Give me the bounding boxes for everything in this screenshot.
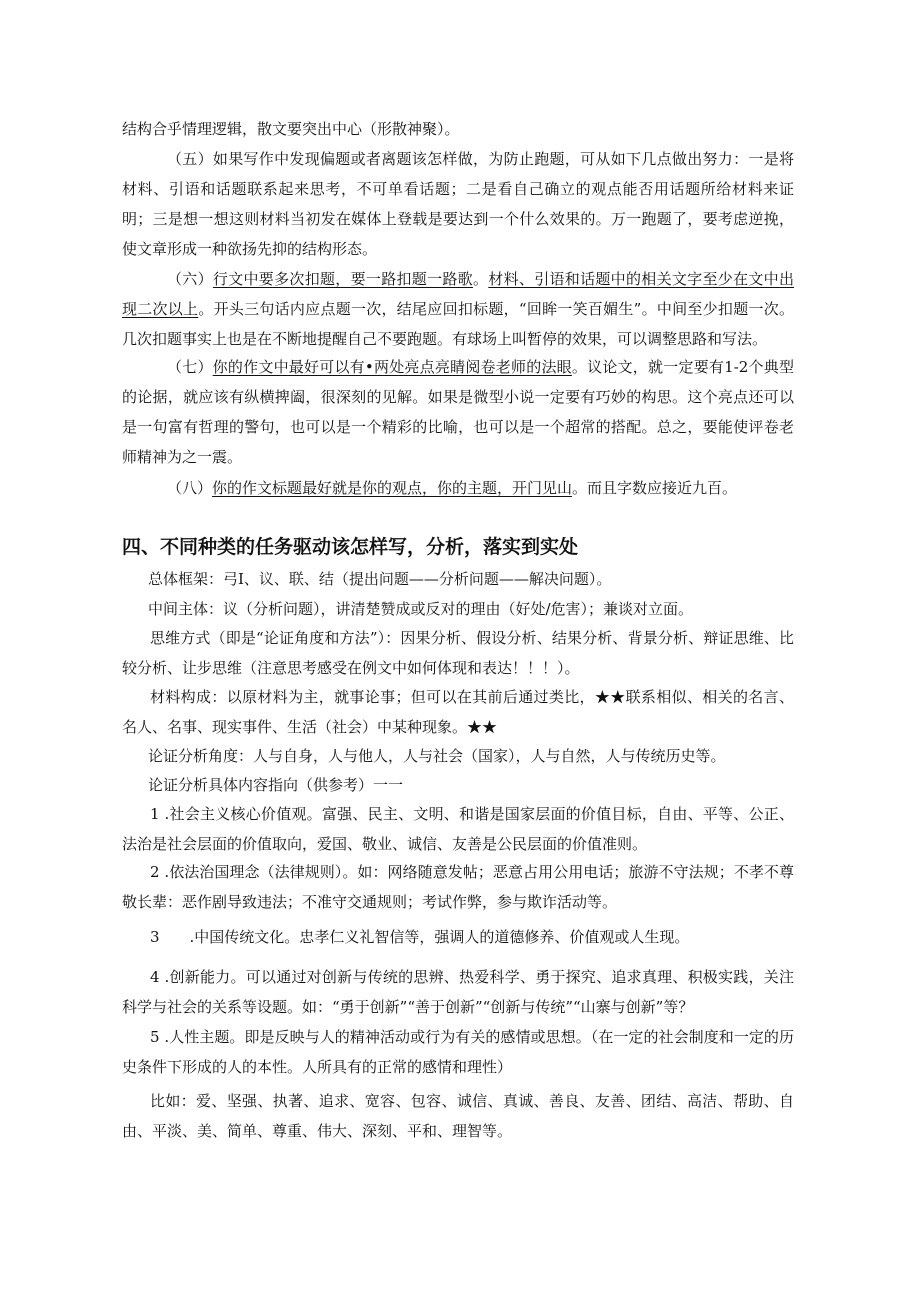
item-5-paragraph: （五）如果写作中发现偏题或者离题该怎样做，为防止跑题，可从如下几点做出努力：一是将材料、引语和话题联系起来思考，不可单看话题；二是看自己确立的观点能否用话题所给材料来证明；三是想一想这则材料当初发在媒体上登载是要达到一个什么效果的。万一跑题了，要考虑逆挽，使文章形成一种欲扬先抑的结构形态。	[122, 150, 794, 258]
examples-paragraph: 比如：爱、坚强、执著、追求、宽容、包容、诚信、真诚、善良、友善、团结、高洁、帮助、自由、平淡、美、简单、尊重、伟大、深刻、平和、理智等。	[122, 1092, 794, 1140]
item-8-underlined: 你的作文标题最好就是你的观点，你的主题，开门见山	[212, 479, 573, 497]
item-7-prefix: （七）	[167, 358, 213, 376]
item-6-rest: 。开头三句话内应点题一次，结尾应回扣标题，“回眸一笑百媚生”。中间至少扣题一次。几次扣题事实上也是在不断地提醒自己不要跑题。有球场上叫暂停的效果，可以调整思路和写法。	[122, 300, 794, 348]
material-paragraph: 材料构成：以原材料为主，就事论事；但可以在其前后通过类比，★★联系相似、相关的名言、名人、名事、现实事件、生活（社会）中某种现象。★★	[122, 688, 794, 736]
item-6-underlined-2: 材料、引语和话题中的相关文字至少在文中出现二次以上	[122, 270, 794, 318]
thinking-paragraph: 思维方式（即是“论证角度和方法”）：因果分析、假设分析、结果分析、背景分析、辩证思维、比较分析、让步思维（注意思考感受在例文中如何体现和表达！！！）。	[122, 629, 794, 677]
intro-line: 结构合乎情理逻辑，散文要突出中心（形散神聚）。	[122, 120, 460, 138]
point-4-paragraph: 4 .创新能力。可以通过对创新与传统的思辨、热爱科学、勇于探究、追求真理、积极实践，关注科学与社会的关系等设题。如：“勇于创新”“善于创新”“创新与传统”“山寨与创新”等？	[122, 968, 794, 1016]
item-6-mid: 。	[472, 270, 489, 288]
point-3-paragraph: 3 .中国传统文化。忠孝仁义礼智信等，强调人的道德修养、价值观或人生现。	[150, 928, 690, 946]
point-1-paragraph: 1 .社会主义核心价值观。富强、民主、文明、和谐是国家层面的价值目标，自由、平等、公正、法治是社会层面的价值取向，爱国、敬业、诚信、友善是公民层面的价值准则。	[122, 805, 794, 853]
item-8-prefix: （八）	[167, 479, 213, 497]
content-intro-line: 论证分析具体内容指向（供参考）一一	[148, 776, 404, 794]
point-2-paragraph: 2 .依法治国理念（法律规则）。如：网络随意发帖；恶意占用公用电话；旅游不守法规；不孝不尊敬长辈：恶作剧导致违法；不准守交通规则；考试作弊，参与欺诈活动等。	[122, 863, 794, 911]
section-heading: 四、不同种类的任务驱动该怎样写，分析，落实到实处	[122, 536, 579, 558]
item-7-rest: 。议论文，就一定要有1-2个典型的论据，就应该有纵横捭阖，很深刻的见解。如果是微型小说一定要有巧妙的构思。这个亮点还可以是一句富有哲理的警句，也可以是一个精彩的比喻，也可以是一个超常的搭配。总之，要能使评卷老师精神为之一震。	[122, 358, 794, 466]
item-6-underlined-1: 行文中要多次扣题，要一路扣题一路歌	[212, 270, 473, 288]
middle-body-line: 中间主体：议（分析问题），讲清楚赞成或反对的理由（好处/危害）；兼谈对立面。	[148, 600, 694, 618]
angles-line: 论证分析角度：人与自身，人与他人，人与社会（国家），人与自然，人与传统历史等。	[148, 747, 726, 765]
item-7-paragraph	[122, 352, 794, 472]
item-6-prefix: （六）	[167, 270, 213, 288]
point-5-paragraph: 5 .人性主题。即是反映与人的精神活动或行为有关的感情或思想。（在一定的社会制度和一定的历史条件下形成的人的本性。人所具有的正常的感情和理性）	[122, 1028, 794, 1076]
framework-line: 总体框架：弓I、议、联、结（提出问题——分析问题——解决问题）。	[148, 570, 612, 588]
item-6-paragraph	[122, 264, 794, 354]
item-8-paragraph	[122, 473, 794, 503]
item-8-rest: 。而且字数应接近九百。	[572, 479, 738, 497]
item-7-underlined: 你的作文中最好可以有•两处亮点亮睛阅卷老师的法眼	[212, 358, 572, 376]
